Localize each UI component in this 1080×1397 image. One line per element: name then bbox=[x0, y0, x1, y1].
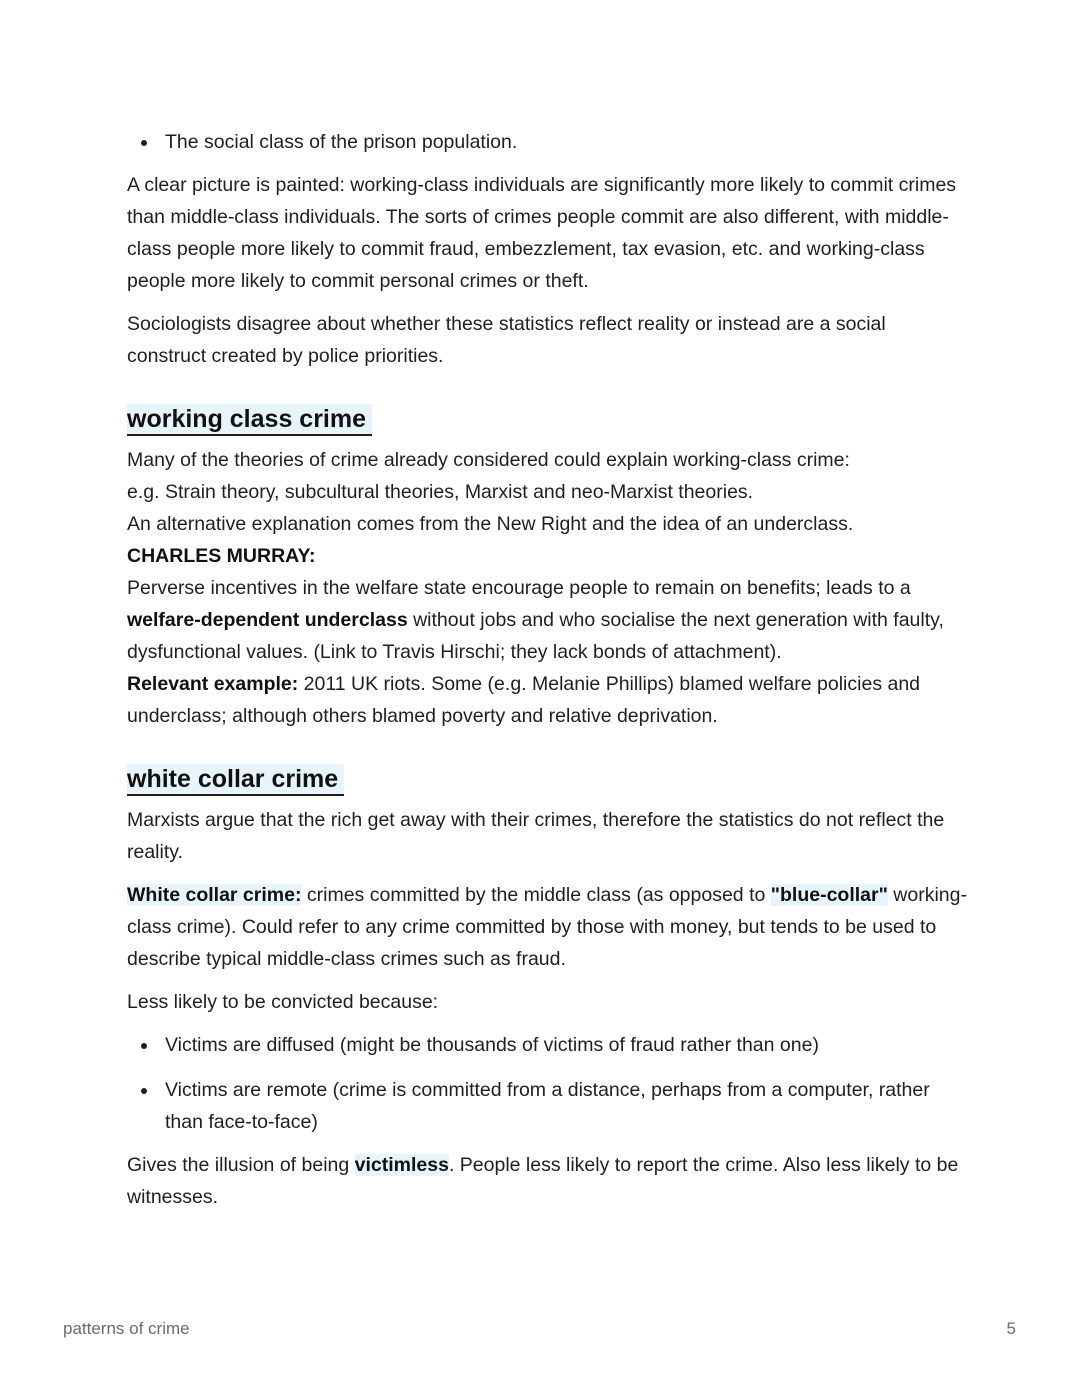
text-span: without jobs and who socialise the next generation with faulty, dysfunctional values. (Link to Travis Hirschi; they lack bonds of attachment). bbox=[127, 609, 944, 663]
bullet-icon bbox=[141, 1043, 147, 1049]
bold-term: welfare-dependent underclass bbox=[127, 609, 408, 631]
paragraph: A clear picture is painted: working-class individuals are significantly more likely to commit crimes than middle-class individuals. The sorts of crimes people commit are also different, with middle-class people more likely to commit fraud, embezzlement, tax evasion, etc. and working-class people more likely to commit personal crimes or theft. bbox=[127, 174, 957, 292]
paragraph bbox=[127, 668, 967, 732]
bold-label: CHARLES MURRAY: bbox=[127, 545, 316, 567]
paragraph: e.g. Strain theory, subcultural theories, Marxist and neo-Marxist theories. bbox=[127, 481, 754, 503]
heading-working-class: working class crime bbox=[127, 404, 372, 436]
bold-term: "blue-collar" bbox=[770, 884, 888, 906]
list-item bbox=[127, 1029, 967, 1061]
section-heading bbox=[127, 762, 967, 796]
bold-term: victimless bbox=[354, 1154, 449, 1176]
bold-label: White collar crime: bbox=[127, 884, 302, 906]
paragraph bbox=[127, 1149, 967, 1213]
footer-title: patterns of crime bbox=[63, 1319, 190, 1338]
list-item bbox=[127, 126, 967, 158]
paragraph: Less likely to be convicted because: bbox=[127, 991, 439, 1013]
paragraph bbox=[127, 879, 967, 975]
paragraph: An alternative explanation comes from the New Right and the idea of an underclass. bbox=[127, 513, 854, 535]
heading-white-collar: white collar crime bbox=[127, 764, 344, 796]
list-item bbox=[127, 1074, 967, 1138]
bullet-icon bbox=[141, 140, 147, 146]
paragraph: Marxists argue that the rich get away with their crimes, therefore the statistics do not reflect the reality. bbox=[127, 809, 945, 863]
bold-label: Relevant example: bbox=[127, 673, 299, 695]
text-span: 2011 UK riots. Some (e.g. Melanie Phillips) blamed welfare policies and underclass; although others blamed poverty and relative deprivation. bbox=[127, 673, 921, 727]
page-number: 5 bbox=[1006, 1319, 1016, 1338]
page-content bbox=[127, 126, 967, 1213]
bullet-text: Victims are diffused (might be thousands of victims of fraud rather than one) bbox=[165, 1034, 819, 1056]
text-span: working-class crime). Could refer to any crime committed by those with money, but tends to be used to describe typical middle-class crimes such as fraud. bbox=[127, 884, 967, 970]
paragraph bbox=[127, 572, 967, 668]
paragraph: Many of the theories of crime already considered could explain working-class crime: bbox=[127, 449, 850, 471]
murray-label bbox=[127, 540, 967, 572]
bullet-icon bbox=[141, 1088, 147, 1094]
text-span: . People less likely to report the crime. Also less likely to be witnesses. bbox=[127, 1154, 959, 1208]
bullet-text: Victims are remote (crime is committed from a distance, perhaps from a computer, rather than face-to-face) bbox=[165, 1079, 930, 1133]
bullet-text: The social class of the prison population. bbox=[165, 131, 518, 153]
text-span: Perverse incentives in the welfare state encourage people to remain on benefits; leads to a bbox=[127, 577, 911, 599]
text-span: Gives the illusion of being bbox=[127, 1154, 355, 1176]
section-heading bbox=[127, 402, 967, 436]
paragraph: Sociologists disagree about whether these statistics reflect reality or instead are a social construct created by police priorities. bbox=[127, 313, 886, 367]
text-span: crimes committed by the middle class (as opposed to bbox=[301, 884, 771, 906]
